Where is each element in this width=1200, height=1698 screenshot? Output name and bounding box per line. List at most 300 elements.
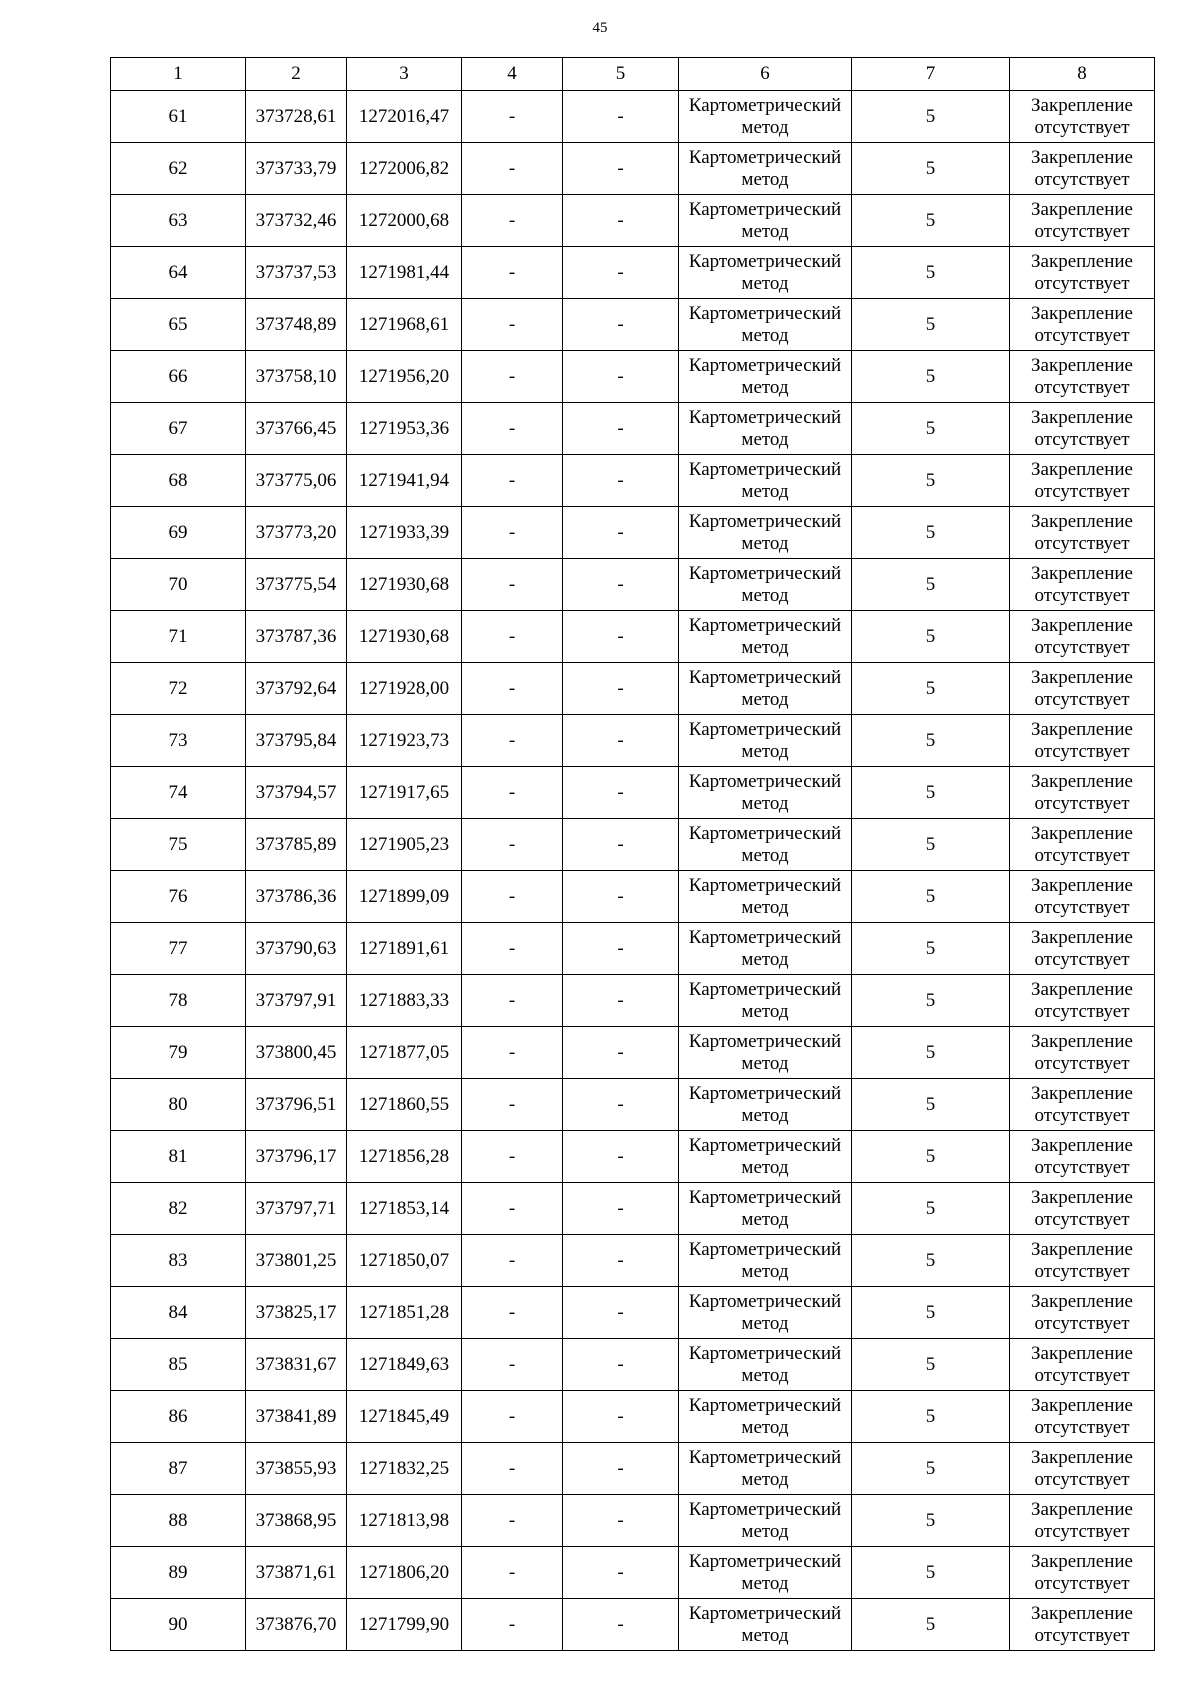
point-number-cell: 77 bbox=[111, 923, 246, 975]
fixation-line-2: отсутствует bbox=[1034, 1624, 1130, 1646]
column-4-cell: - bbox=[462, 1235, 563, 1287]
point-number-cell: 78 bbox=[111, 975, 246, 1027]
method-line-1: Картометрический bbox=[688, 822, 842, 844]
method-cell bbox=[679, 1547, 852, 1599]
column-header: 2 bbox=[246, 58, 347, 91]
method-line-2: метод bbox=[741, 688, 789, 710]
fixation-cell bbox=[1010, 1131, 1155, 1183]
coordinate-y-cell: 1271933,39 bbox=[347, 507, 462, 559]
fixation-line-1: Закрепление bbox=[1031, 1082, 1133, 1104]
fixation-line-1: Закрепление bbox=[1031, 926, 1133, 948]
fixation-line-1: Закрепление bbox=[1031, 978, 1133, 1000]
fixation-cell bbox=[1010, 455, 1155, 507]
method-cell bbox=[679, 819, 852, 871]
method-cell bbox=[679, 1131, 852, 1183]
fixation-cell bbox=[1010, 1183, 1155, 1235]
fixation-cell bbox=[1010, 143, 1155, 195]
fixation-cell bbox=[1010, 91, 1155, 143]
method-line-1: Картометрический bbox=[688, 94, 842, 116]
table-row bbox=[111, 767, 1155, 819]
point-number-cell: 85 bbox=[111, 1339, 246, 1391]
method-line-1: Картометрический bbox=[688, 1030, 842, 1052]
table-row bbox=[111, 1443, 1155, 1495]
point-number-cell: 61 bbox=[111, 91, 246, 143]
fixation-line-1: Закрепление bbox=[1031, 1498, 1133, 1520]
fixation-cell bbox=[1010, 195, 1155, 247]
table-row bbox=[111, 195, 1155, 247]
fixation-line-2: отсутствует bbox=[1034, 480, 1130, 502]
method-line-1: Картометрический bbox=[688, 250, 842, 272]
accuracy-cell: 5 bbox=[852, 1183, 1010, 1235]
method-line-1: Картометрический bbox=[688, 458, 842, 480]
method-line-2: метод bbox=[741, 1104, 789, 1126]
column-4-cell: - bbox=[462, 507, 563, 559]
coordinate-x-cell: 373733,79 bbox=[246, 143, 347, 195]
accuracy-cell: 5 bbox=[852, 351, 1010, 403]
coordinate-y-cell: 1271813,98 bbox=[347, 1495, 462, 1547]
accuracy-cell: 5 bbox=[852, 975, 1010, 1027]
coordinate-y-cell: 1271883,33 bbox=[347, 975, 462, 1027]
table-row bbox=[111, 663, 1155, 715]
coordinate-x-cell: 373796,17 bbox=[246, 1131, 347, 1183]
fixation-cell bbox=[1010, 351, 1155, 403]
method-line-2: метод bbox=[741, 532, 789, 554]
point-number-cell: 63 bbox=[111, 195, 246, 247]
method-cell bbox=[679, 715, 852, 767]
coordinate-x-cell: 373825,17 bbox=[246, 1287, 347, 1339]
accuracy-cell: 5 bbox=[852, 767, 1010, 819]
column-5-cell: - bbox=[563, 1339, 679, 1391]
fixation-cell bbox=[1010, 819, 1155, 871]
fixation-line-1: Закрепление bbox=[1031, 1290, 1133, 1312]
method-cell bbox=[679, 1495, 852, 1547]
fixation-line-1: Закрепление bbox=[1031, 510, 1133, 532]
point-number-cell: 74 bbox=[111, 767, 246, 819]
coordinate-y-cell: 1271845,49 bbox=[347, 1391, 462, 1443]
coordinate-y-cell: 1271799,90 bbox=[347, 1599, 462, 1651]
accuracy-cell: 5 bbox=[852, 1443, 1010, 1495]
method-line-1: Картометрический bbox=[688, 718, 842, 740]
method-cell bbox=[679, 611, 852, 663]
fixation-line-2: отсутствует bbox=[1034, 1416, 1130, 1438]
coordinate-x-cell: 373728,61 bbox=[246, 91, 347, 143]
column-5-cell: - bbox=[563, 767, 679, 819]
fixation-line-1: Закрепление bbox=[1031, 198, 1133, 220]
accuracy-cell: 5 bbox=[852, 871, 1010, 923]
method-cell bbox=[679, 923, 852, 975]
method-line-2: метод bbox=[741, 428, 789, 450]
method-cell bbox=[679, 299, 852, 351]
coordinate-y-cell: 1271806,20 bbox=[347, 1547, 462, 1599]
method-line-2: метод bbox=[741, 1000, 789, 1022]
column-5-cell: - bbox=[563, 923, 679, 975]
coordinate-x-cell: 373737,53 bbox=[246, 247, 347, 299]
accuracy-cell: 5 bbox=[852, 91, 1010, 143]
fixation-cell bbox=[1010, 1027, 1155, 1079]
accuracy-cell: 5 bbox=[852, 143, 1010, 195]
column-4-cell: - bbox=[462, 871, 563, 923]
method-line-1: Картометрический bbox=[688, 1394, 842, 1416]
column-4-cell: - bbox=[462, 1547, 563, 1599]
column-4-cell: - bbox=[462, 195, 563, 247]
fixation-line-2: отсутствует bbox=[1034, 428, 1130, 450]
fixation-cell bbox=[1010, 975, 1155, 1027]
column-4-cell: - bbox=[462, 403, 563, 455]
table-row bbox=[111, 1027, 1155, 1079]
fixation-line-1: Закрепление bbox=[1031, 718, 1133, 740]
method-line-1: Картометрический bbox=[688, 1550, 842, 1572]
method-line-2: метод bbox=[741, 272, 789, 294]
method-line-1: Картометрический bbox=[688, 978, 842, 1000]
fixation-line-1: Закрепление bbox=[1031, 1030, 1133, 1052]
method-line-2: метод bbox=[741, 480, 789, 502]
point-number-cell: 69 bbox=[111, 507, 246, 559]
fixation-cell bbox=[1010, 1599, 1155, 1651]
accuracy-cell: 5 bbox=[852, 1495, 1010, 1547]
accuracy-cell: 5 bbox=[852, 507, 1010, 559]
column-4-cell: - bbox=[462, 1079, 563, 1131]
fixation-line-2: отсутствует bbox=[1034, 1052, 1130, 1074]
method-cell bbox=[679, 507, 852, 559]
fixation-line-2: отсутствует bbox=[1034, 1208, 1130, 1230]
method-line-1: Картометрический bbox=[688, 874, 842, 896]
method-cell bbox=[679, 871, 852, 923]
coordinate-y-cell: 1271905,23 bbox=[347, 819, 462, 871]
column-4-cell: - bbox=[462, 247, 563, 299]
coordinate-x-cell: 373797,71 bbox=[246, 1183, 347, 1235]
column-4-cell: - bbox=[462, 559, 563, 611]
column-4-cell: - bbox=[462, 351, 563, 403]
column-5-cell: - bbox=[563, 1235, 679, 1287]
coordinate-y-cell: 1271956,20 bbox=[347, 351, 462, 403]
fixation-line-2: отсутствует bbox=[1034, 532, 1130, 554]
method-cell bbox=[679, 1339, 852, 1391]
coordinate-x-cell: 373871,61 bbox=[246, 1547, 347, 1599]
coordinate-x-cell: 373841,89 bbox=[246, 1391, 347, 1443]
method-line-2: метод bbox=[741, 896, 789, 918]
coordinate-x-cell: 373785,89 bbox=[246, 819, 347, 871]
method-line-1: Картометрический bbox=[688, 354, 842, 376]
coordinate-y-cell: 1271856,28 bbox=[347, 1131, 462, 1183]
method-line-1: Картометрический bbox=[688, 1342, 842, 1364]
point-number-cell: 87 bbox=[111, 1443, 246, 1495]
column-header: 1 bbox=[111, 58, 246, 91]
accuracy-cell: 5 bbox=[852, 1547, 1010, 1599]
coordinate-x-cell: 373797,91 bbox=[246, 975, 347, 1027]
accuracy-cell: 5 bbox=[852, 403, 1010, 455]
fixation-cell bbox=[1010, 403, 1155, 455]
column-4-cell: - bbox=[462, 143, 563, 195]
table-row bbox=[111, 871, 1155, 923]
column-5-cell: - bbox=[563, 247, 679, 299]
coordinate-x-cell: 373796,51 bbox=[246, 1079, 347, 1131]
table-row bbox=[111, 1235, 1155, 1287]
column-header: 3 bbox=[347, 58, 462, 91]
coordinate-y-cell: 1271923,73 bbox=[347, 715, 462, 767]
column-5-cell: - bbox=[563, 507, 679, 559]
coordinate-y-cell: 1271860,55 bbox=[347, 1079, 462, 1131]
method-line-2: метод bbox=[741, 220, 789, 242]
point-number-cell: 82 bbox=[111, 1183, 246, 1235]
accuracy-cell: 5 bbox=[852, 299, 1010, 351]
coordinate-x-cell: 373773,20 bbox=[246, 507, 347, 559]
method-line-2: метод bbox=[741, 1208, 789, 1230]
column-4-cell: - bbox=[462, 1391, 563, 1443]
fixation-line-1: Закрепление bbox=[1031, 1550, 1133, 1572]
column-4-cell: - bbox=[462, 455, 563, 507]
fixation-line-2: отсутствует bbox=[1034, 688, 1130, 710]
method-line-2: метод bbox=[741, 1156, 789, 1178]
method-cell bbox=[679, 247, 852, 299]
method-line-1: Картометрический bbox=[688, 1186, 842, 1208]
fixation-line-1: Закрепление bbox=[1031, 614, 1133, 636]
fixation-cell bbox=[1010, 507, 1155, 559]
column-5-cell: - bbox=[563, 1287, 679, 1339]
fixation-line-1: Закрепление bbox=[1031, 1238, 1133, 1260]
accuracy-cell: 5 bbox=[852, 1235, 1010, 1287]
method-line-2: метод bbox=[741, 844, 789, 866]
coordinate-y-cell: 1271968,61 bbox=[347, 299, 462, 351]
method-line-2: метод bbox=[741, 740, 789, 762]
method-cell bbox=[679, 1183, 852, 1235]
method-cell bbox=[679, 1443, 852, 1495]
column-4-cell: - bbox=[462, 1027, 563, 1079]
method-line-1: Картометрический bbox=[688, 1290, 842, 1312]
point-number-cell: 89 bbox=[111, 1547, 246, 1599]
point-number-cell: 79 bbox=[111, 1027, 246, 1079]
column-5-cell: - bbox=[563, 1547, 679, 1599]
fixation-line-2: отсутствует bbox=[1034, 1520, 1130, 1542]
table-row bbox=[111, 611, 1155, 663]
column-4-cell: - bbox=[462, 1495, 563, 1547]
coordinate-x-cell: 373748,89 bbox=[246, 299, 347, 351]
point-number-cell: 90 bbox=[111, 1599, 246, 1651]
fixation-line-1: Закрепление bbox=[1031, 1394, 1133, 1416]
fixation-line-1: Закрепление bbox=[1031, 822, 1133, 844]
table-row bbox=[111, 975, 1155, 1027]
coordinate-y-cell: 1271917,65 bbox=[347, 767, 462, 819]
method-line-1: Картометрический bbox=[688, 302, 842, 324]
fixation-line-2: отсутствует bbox=[1034, 584, 1130, 606]
coordinate-y-cell: 1271849,63 bbox=[347, 1339, 462, 1391]
fixation-line-2: отсутствует bbox=[1034, 376, 1130, 398]
accuracy-cell: 5 bbox=[852, 1339, 1010, 1391]
coordinate-y-cell: 1271953,36 bbox=[347, 403, 462, 455]
table-row bbox=[111, 351, 1155, 403]
fixation-line-2: отсутствует bbox=[1034, 1468, 1130, 1490]
table-row bbox=[111, 1079, 1155, 1131]
method-cell bbox=[679, 403, 852, 455]
table-row bbox=[111, 819, 1155, 871]
point-number-cell: 81 bbox=[111, 1131, 246, 1183]
column-header: 4 bbox=[462, 58, 563, 91]
coordinate-y-cell: 1271853,14 bbox=[347, 1183, 462, 1235]
coordinate-x-cell: 373790,63 bbox=[246, 923, 347, 975]
method-line-2: метод bbox=[741, 376, 789, 398]
fixation-line-1: Закрепление bbox=[1031, 562, 1133, 584]
point-number-cell: 72 bbox=[111, 663, 246, 715]
fixation-cell bbox=[1010, 1391, 1155, 1443]
method-cell bbox=[679, 195, 852, 247]
coordinate-x-cell: 373800,45 bbox=[246, 1027, 347, 1079]
coordinate-x-cell: 373766,45 bbox=[246, 403, 347, 455]
table-row bbox=[111, 1339, 1155, 1391]
method-line-2: метод bbox=[741, 324, 789, 346]
column-4-cell: - bbox=[462, 1339, 563, 1391]
fixation-cell bbox=[1010, 923, 1155, 975]
column-4-cell: - bbox=[462, 1443, 563, 1495]
fixation-line-1: Закрепление bbox=[1031, 146, 1133, 168]
coordinate-x-cell: 373787,36 bbox=[246, 611, 347, 663]
fixation-line-1: Закрепление bbox=[1031, 354, 1133, 376]
column-5-cell: - bbox=[563, 871, 679, 923]
column-5-cell: - bbox=[563, 1443, 679, 1495]
column-4-cell: - bbox=[462, 663, 563, 715]
table-row bbox=[111, 1599, 1155, 1651]
column-5-cell: - bbox=[563, 663, 679, 715]
accuracy-cell: 5 bbox=[852, 195, 1010, 247]
method-line-1: Картометрический bbox=[688, 1134, 842, 1156]
method-line-1: Картометрический bbox=[688, 510, 842, 532]
coordinate-y-cell: 1271899,09 bbox=[347, 871, 462, 923]
coordinate-y-cell: 1271851,28 bbox=[347, 1287, 462, 1339]
table-body bbox=[111, 91, 1155, 1651]
coordinates-table bbox=[110, 57, 1155, 1651]
method-line-1: Картометрический bbox=[688, 770, 842, 792]
method-line-1: Картометрический bbox=[688, 1238, 842, 1260]
coordinate-x-cell: 373855,93 bbox=[246, 1443, 347, 1495]
fixation-line-2: отсутствует bbox=[1034, 844, 1130, 866]
column-4-cell: - bbox=[462, 975, 563, 1027]
column-5-cell: - bbox=[563, 403, 679, 455]
coordinate-y-cell: 1271930,68 bbox=[347, 611, 462, 663]
column-5-cell: - bbox=[563, 975, 679, 1027]
accuracy-cell: 5 bbox=[852, 1391, 1010, 1443]
column-5-cell: - bbox=[563, 1599, 679, 1651]
fixation-line-2: отсутствует bbox=[1034, 896, 1130, 918]
column-header: 7 bbox=[852, 58, 1010, 91]
coordinate-x-cell: 373775,54 bbox=[246, 559, 347, 611]
table-row bbox=[111, 247, 1155, 299]
column-5-cell: - bbox=[563, 819, 679, 871]
table-row bbox=[111, 403, 1155, 455]
fixation-line-1: Закрепление bbox=[1031, 666, 1133, 688]
table-row bbox=[111, 455, 1155, 507]
fixation-line-2: отсутствует bbox=[1034, 116, 1130, 138]
accuracy-cell: 5 bbox=[852, 1287, 1010, 1339]
method-line-2: метод bbox=[741, 1624, 789, 1646]
accuracy-cell: 5 bbox=[852, 455, 1010, 507]
method-cell bbox=[679, 663, 852, 715]
coordinate-x-cell: 373775,06 bbox=[246, 455, 347, 507]
fixation-line-1: Закрепление bbox=[1031, 302, 1133, 324]
column-4-cell: - bbox=[462, 1599, 563, 1651]
fixation-cell bbox=[1010, 1079, 1155, 1131]
point-number-cell: 62 bbox=[111, 143, 246, 195]
point-number-cell: 80 bbox=[111, 1079, 246, 1131]
coordinate-y-cell: 1271891,61 bbox=[347, 923, 462, 975]
column-4-cell: - bbox=[462, 1287, 563, 1339]
method-cell bbox=[679, 975, 852, 1027]
column-5-cell: - bbox=[563, 195, 679, 247]
column-5-cell: - bbox=[563, 299, 679, 351]
point-number-cell: 86 bbox=[111, 1391, 246, 1443]
fixation-line-1: Закрепление bbox=[1031, 770, 1133, 792]
fixation-cell bbox=[1010, 663, 1155, 715]
method-line-1: Картометрический bbox=[688, 1498, 842, 1520]
method-line-2: метод bbox=[741, 792, 789, 814]
method-line-2: метод bbox=[741, 1572, 789, 1594]
method-line-1: Картометрический bbox=[688, 1082, 842, 1104]
column-5-cell: - bbox=[563, 559, 679, 611]
method-cell bbox=[679, 1287, 852, 1339]
fixation-cell bbox=[1010, 1339, 1155, 1391]
column-header: 5 bbox=[563, 58, 679, 91]
point-number-cell: 83 bbox=[111, 1235, 246, 1287]
column-5-cell: - bbox=[563, 455, 679, 507]
table-row bbox=[111, 559, 1155, 611]
point-number-cell: 70 bbox=[111, 559, 246, 611]
fixation-cell bbox=[1010, 871, 1155, 923]
fixation-line-2: отсутствует bbox=[1034, 1260, 1130, 1282]
fixation-cell bbox=[1010, 1235, 1155, 1287]
column-5-cell: - bbox=[563, 1027, 679, 1079]
method-line-2: метод bbox=[741, 948, 789, 970]
method-line-2: метод bbox=[741, 1052, 789, 1074]
coordinate-y-cell: 1271832,25 bbox=[347, 1443, 462, 1495]
column-header: 8 bbox=[1010, 58, 1155, 91]
table-row bbox=[111, 1495, 1155, 1547]
method-line-1: Картометрический bbox=[688, 198, 842, 220]
method-line-1: Картометрический bbox=[688, 666, 842, 688]
method-line-1: Картометрический bbox=[688, 146, 842, 168]
accuracy-cell: 5 bbox=[852, 559, 1010, 611]
accuracy-cell: 5 bbox=[852, 247, 1010, 299]
method-line-1: Картометрический bbox=[688, 406, 842, 428]
table-row bbox=[111, 143, 1155, 195]
column-5-cell: - bbox=[563, 351, 679, 403]
table-row bbox=[111, 299, 1155, 351]
fixation-line-1: Закрепление bbox=[1031, 1134, 1133, 1156]
table-row bbox=[111, 1287, 1155, 1339]
method-line-2: метод bbox=[741, 1520, 789, 1542]
coordinate-x-cell: 373801,25 bbox=[246, 1235, 347, 1287]
accuracy-cell: 5 bbox=[852, 663, 1010, 715]
coordinate-y-cell: 1272016,47 bbox=[347, 91, 462, 143]
column-5-cell: - bbox=[563, 1391, 679, 1443]
point-number-cell: 75 bbox=[111, 819, 246, 871]
column-4-cell: - bbox=[462, 923, 563, 975]
point-number-cell: 64 bbox=[111, 247, 246, 299]
column-4-cell: - bbox=[462, 611, 563, 663]
coordinate-x-cell: 373758,10 bbox=[246, 351, 347, 403]
coordinate-y-cell: 1272006,82 bbox=[347, 143, 462, 195]
fixation-line-2: отсутствует bbox=[1034, 324, 1130, 346]
accuracy-cell: 5 bbox=[852, 1131, 1010, 1183]
method-line-2: метод bbox=[741, 584, 789, 606]
point-number-cell: 71 bbox=[111, 611, 246, 663]
coordinate-x-cell: 373732,46 bbox=[246, 195, 347, 247]
point-number-cell: 66 bbox=[111, 351, 246, 403]
method-cell bbox=[679, 91, 852, 143]
fixation-line-1: Закрепление bbox=[1031, 874, 1133, 896]
accuracy-cell: 5 bbox=[852, 923, 1010, 975]
method-line-2: метод bbox=[741, 1312, 789, 1334]
accuracy-cell: 5 bbox=[852, 1027, 1010, 1079]
accuracy-cell: 5 bbox=[852, 1599, 1010, 1651]
method-line-1: Картометрический bbox=[688, 926, 842, 948]
coordinate-y-cell: 1271981,44 bbox=[347, 247, 462, 299]
